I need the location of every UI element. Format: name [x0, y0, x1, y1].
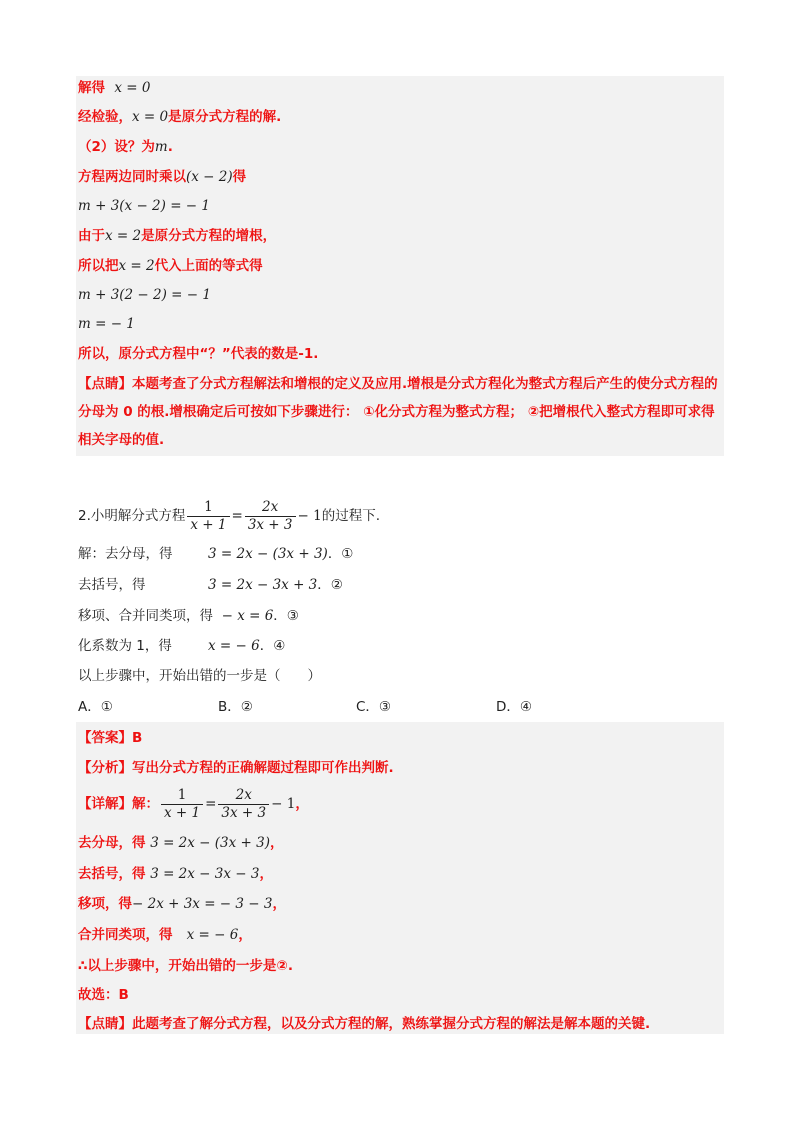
math: − x = 6 — [221, 608, 274, 624]
equation-line — [78, 196, 210, 216]
numerator: 2x — [218, 787, 269, 805]
math: 3 = 2x − (3x + 3) — [150, 835, 271, 851]
numerator: 1 — [187, 499, 229, 517]
multiply-line — [78, 167, 246, 187]
equation-line — [78, 285, 211, 305]
math: m + 3(2 − 2) = − 1 — [78, 287, 211, 303]
row-2 — [78, 864, 273, 884]
option-d[interactable]: D．④ — [496, 699, 532, 715]
row-3 — [78, 894, 286, 914]
text: . — [167, 139, 173, 155]
text: 方程两边同时乘以 — [78, 169, 186, 185]
label: 去括号，得 — [78, 866, 146, 882]
label: 去分母，得 — [78, 835, 146, 851]
math: m + 3(x − 2) = − 1 — [78, 198, 211, 214]
substitute-line — [78, 256, 263, 276]
math: = — [205, 796, 217, 812]
text: ， — [238, 927, 252, 943]
solve-line — [78, 78, 151, 98]
row-4 — [78, 925, 252, 945]
extraneous-root-line — [78, 226, 276, 246]
question-2-stem — [78, 498, 380, 534]
math: − 2x + 3x = − 3 − 3 — [132, 896, 273, 912]
check-line — [78, 107, 281, 127]
numerator: 2x — [245, 499, 296, 517]
option-b[interactable]: B．② — [218, 699, 253, 715]
text: 2.小明解分式方程 — [78, 508, 186, 524]
denominator: x + 1 — [190, 516, 227, 533]
therefore-line: ∴以上步骤中，开始出错的一步是②. — [78, 958, 293, 974]
label: 合并同类项，得 — [78, 927, 173, 943]
label: 化系数为 1，得 — [78, 638, 172, 654]
math: 3 = 2x − 3x + 3 — [208, 577, 318, 593]
fraction — [245, 499, 296, 534]
choice-line: 故选：B — [78, 987, 129, 1003]
text: ， — [259, 866, 273, 882]
math: − 1 — [271, 796, 296, 812]
analysis-line: 【分析】写出分式方程的正确解题过程即可作出判断. — [78, 760, 394, 776]
math: x = 2 — [118, 258, 155, 274]
fraction — [161, 787, 203, 822]
text: 是原分式方程的解. — [168, 109, 282, 125]
result-line — [78, 314, 135, 334]
option-c[interactable]: C．③ — [356, 699, 392, 715]
question-prompt: 以上步骤中，开始出错的一步是（ ） — [78, 668, 321, 684]
text: 所以把 — [78, 258, 119, 274]
text: 经检验， — [78, 109, 132, 125]
math: x = − 6 — [208, 638, 260, 654]
math: 3 = 2x − (3x + 3) — [208, 546, 328, 562]
text: 的过程下. — [321, 508, 380, 524]
mark: ．① — [327, 546, 354, 562]
text: 得 — [232, 169, 247, 185]
mark: ．③ — [273, 608, 299, 624]
option-a[interactable]: A．① — [78, 699, 113, 715]
text: ， — [272, 896, 286, 912]
math: x = 2 — [105, 228, 142, 244]
text: 所以，原分式方程中“？”代表的数是-1. — [78, 346, 319, 362]
math: 3 = 2x − 3x − 3 — [150, 866, 260, 882]
label: 移项、合并同类项，得 — [78, 608, 213, 624]
label: 移项，得 — [78, 896, 132, 912]
conclusion-line — [78, 344, 318, 364]
row-1 — [78, 833, 284, 853]
note-line: 【点睛】此题考查了解分式方程，以及分式方程的解，熟练掌握分式方程的解法是解本题的关键. — [78, 1016, 651, 1032]
math: − 1 — [297, 508, 322, 524]
denominator: 3x + 3 — [247, 516, 293, 533]
denominator: 3x + 3 — [221, 804, 267, 821]
math: = — [231, 508, 243, 524]
step-4 — [78, 636, 285, 656]
part2-heading — [78, 137, 173, 157]
fraction — [218, 787, 269, 822]
answer-line: 【答案】B — [78, 730, 143, 746]
numerator: 1 — [161, 787, 203, 805]
text: 是原分式方程的增根， — [141, 228, 277, 244]
step-1 — [78, 544, 353, 564]
denominator: x + 1 — [164, 804, 201, 821]
mark: ．④ — [259, 638, 286, 654]
text: 代入上面的等式得 — [154, 258, 263, 274]
text: ， — [270, 835, 284, 851]
math: m — [154, 139, 168, 155]
fraction — [187, 499, 229, 534]
math: x = 0 — [132, 109, 169, 125]
label: 【详解】解： — [78, 796, 159, 812]
note-paragraph: 【点睛】本题考查了分式方程解法和增根的定义及应用.增根是分式方程化为整式方程后产生的使分式方程的分母为 0 的根.增根确定后可按如下步骤进行： ①化分式方程为整式方程； ②把增根代入整式方程即可求得相关字母的值. — [78, 376, 718, 448]
label: 解得 — [78, 80, 105, 96]
label: 去括号，得 — [78, 577, 146, 593]
step-2 — [78, 575, 343, 595]
math: x = − 6 — [186, 927, 239, 943]
step-3 — [78, 606, 299, 626]
math: m = − 1 — [78, 316, 135, 332]
label: 解：去分母，得 — [78, 546, 173, 562]
math: x = 0 — [114, 80, 151, 96]
mark: ．② — [317, 577, 343, 593]
detail-line — [78, 786, 309, 822]
text: 由于 — [78, 228, 105, 244]
text: ， — [295, 796, 309, 812]
text: （2）设？为 — [78, 139, 155, 155]
math: (x − 2) — [186, 169, 233, 185]
